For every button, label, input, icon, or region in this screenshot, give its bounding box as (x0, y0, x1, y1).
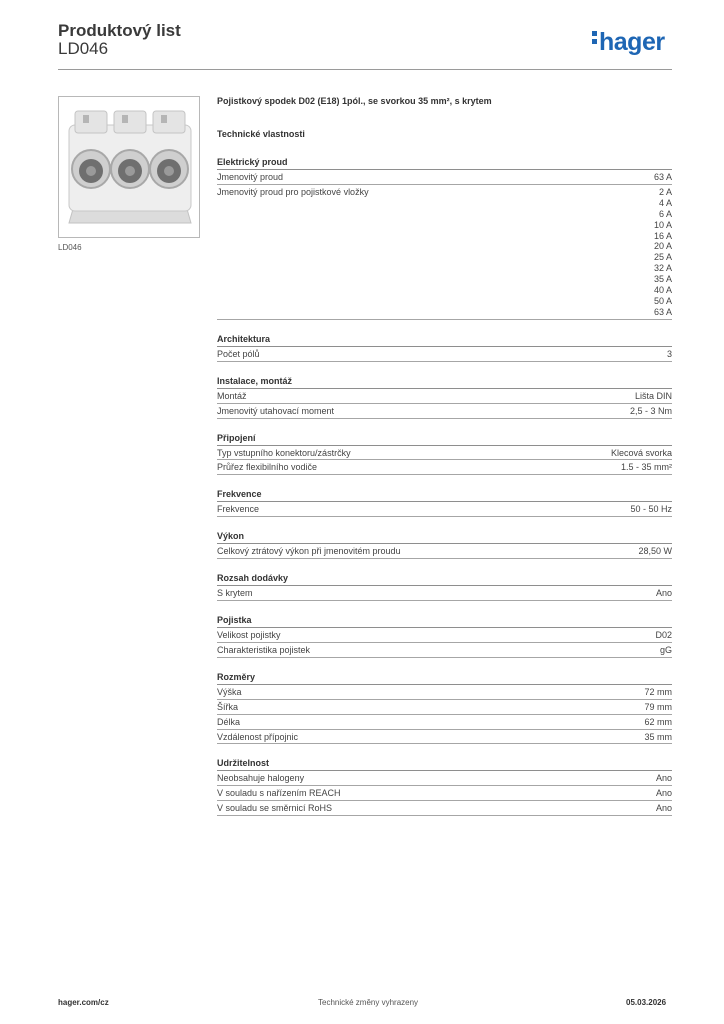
hager-logo (592, 28, 665, 57)
spec-label: Neobsahuje halogeny (217, 773, 305, 784)
spec-label: Jmenovitý utahovací moment (217, 405, 335, 416)
spec-row (217, 404, 672, 419)
spec-row (217, 786, 672, 801)
spec-value-item: 35 mm (644, 731, 672, 742)
spec-value (644, 702, 672, 713)
spec-row (217, 170, 672, 185)
spec-label: Délka (217, 716, 241, 727)
spec-value (611, 448, 672, 459)
spec-group-title: Připojení (217, 433, 672, 446)
spec-row (217, 700, 672, 715)
spec-group-title: Rozměry (217, 672, 672, 685)
spec-value (635, 391, 672, 402)
spec-value-item: 50 A (653, 295, 672, 306)
spec-row (217, 586, 672, 601)
spec-content (217, 96, 672, 816)
spec-row (217, 446, 672, 461)
spec-value-item: 2,5 - 3 Nm (629, 405, 672, 416)
spec-value-item: Ano (655, 588, 672, 599)
spec-label: Velikost pojistky (217, 630, 281, 641)
spec-value-item: 72 mm (644, 686, 672, 697)
fuse-base-3-pole-image (59, 97, 199, 237)
spec-value (656, 788, 672, 799)
spec-value (644, 732, 672, 743)
spec-value-item: 62 mm (644, 716, 672, 727)
spec-value-item: 63 A (653, 172, 672, 182)
spec-row (217, 715, 672, 730)
spec-group (217, 433, 672, 476)
spec-value-item: 10 A (653, 219, 672, 230)
spec-label: S krytem (217, 588, 253, 599)
spec-label: Průřez flexibilního vodiče (217, 462, 318, 473)
spec-label: V souladu s nařízením REACH (217, 788, 341, 799)
page-title: Produktový list (58, 21, 181, 40)
spec-groups (217, 157, 672, 816)
spec-value (630, 406, 672, 417)
spec-row (217, 544, 672, 559)
spec-value-item: 2 A (658, 186, 672, 197)
spec-value-item: 79 mm (644, 701, 672, 712)
spec-group-title: Frekvence (217, 489, 672, 502)
spec-value (644, 717, 672, 728)
spec-value (655, 630, 672, 641)
spec-value-item: 25 A (653, 252, 672, 263)
spec-row (217, 771, 672, 786)
spec-value-item: 20 A (653, 241, 672, 252)
spec-value-item: 6 A (658, 208, 672, 219)
spec-label: Charakteristika pojistek (217, 644, 311, 655)
spec-value-item: gG (659, 644, 672, 655)
spec-value-item: Ano (655, 788, 672, 799)
spec-group-title: Pojistka (217, 615, 672, 628)
spec-value-item: 3 (666, 348, 672, 359)
spec-value-item: 63 A (653, 306, 672, 317)
spec-group (217, 157, 672, 320)
spec-group-title: Rozsah dodávky (217, 573, 672, 586)
product-code: LD046 (58, 39, 109, 58)
product-photo (58, 96, 200, 238)
spec-row (217, 347, 672, 362)
footer-website: hager.com/cz (58, 998, 109, 1007)
section-title: Technické vlastnosti (217, 129, 305, 139)
spec-value-item: D02 (655, 630, 672, 641)
spec-value-item: 28,50 W (638, 546, 672, 557)
spec-value (656, 588, 672, 599)
spec-label: Frekvence (217, 504, 260, 515)
spec-value-item: 35 A (653, 274, 672, 285)
spec-row (217, 460, 672, 475)
spec-value-item: Klecová svorka (610, 447, 672, 458)
spec-value (654, 187, 672, 318)
header-divider (58, 69, 672, 70)
spec-row (217, 502, 672, 517)
spec-group-title: Udržitelnost (217, 758, 672, 771)
spec-value-item: Ano (655, 803, 672, 814)
spec-label: Výška (217, 686, 242, 697)
spec-group (217, 531, 672, 559)
spec-row (217, 185, 672, 320)
spec-row (217, 643, 672, 658)
spec-group (217, 376, 672, 419)
spec-row (217, 628, 672, 643)
spec-value-item: 50 - 50 Hz (630, 504, 672, 515)
product-title: Pojistkový spodek D02 (E18) 1pól., se svorkou 35 mm², s krytem (217, 96, 492, 106)
spec-value-item: 40 A (653, 285, 672, 296)
spec-group (217, 573, 672, 601)
spec-label: Počet pólů (217, 348, 260, 359)
footer-date: 05.03.2026 (626, 998, 667, 1007)
logo-dots-icon (592, 31, 597, 47)
spec-value (630, 504, 672, 515)
spec-value (656, 773, 672, 784)
spec-value-item: 16 A (653, 230, 672, 241)
spec-value (656, 803, 672, 814)
spec-value-item: Lišta DIN (634, 390, 672, 401)
spec-value (621, 462, 672, 473)
spec-group-title: Instalace, montáž (217, 376, 672, 389)
spec-label: Typ vstupního konektoru/zástrčky (217, 447, 351, 458)
photo-caption: LD046 (58, 243, 82, 252)
spec-value (644, 687, 672, 698)
spec-group (217, 489, 672, 517)
spec-label: V souladu se směrnicí RoHS (217, 803, 333, 814)
spec-value (638, 546, 672, 557)
spec-group-title: Výkon (217, 531, 672, 544)
footer-disclaimer: Technické změny vyhrazeny (318, 998, 419, 1007)
spec-label: Jmenovitý proud pro pojistkové vložky (217, 186, 369, 197)
spec-label: Celkový ztrátový výkon při jmenovitém proudu (217, 546, 401, 557)
spec-value-item: 32 A (653, 263, 672, 274)
spec-value-item: 4 A (658, 197, 672, 208)
spec-group (217, 672, 672, 745)
spec-group (217, 334, 672, 362)
spec-row (217, 389, 672, 404)
spec-row (217, 801, 672, 816)
spec-row (217, 685, 672, 700)
spec-label: Montáž (217, 390, 247, 401)
spec-row (217, 730, 672, 745)
spec-group-title: Elektrický proud (217, 157, 672, 170)
spec-label: Jmenovitý proud (217, 172, 284, 182)
spec-value (660, 645, 672, 656)
spec-value (667, 349, 672, 360)
spec-group (217, 615, 672, 658)
spec-group-title: Architektura (217, 334, 672, 347)
spec-label: Vzdálenost přípojnic (217, 731, 299, 742)
spec-label: Šířka (217, 701, 239, 712)
spec-group (217, 758, 672, 816)
spec-value-item: 1.5 - 35 mm² (620, 462, 672, 473)
logo-text: hager (599, 28, 665, 56)
spec-value-item: Ano (655, 773, 672, 784)
spec-value (654, 172, 672, 183)
